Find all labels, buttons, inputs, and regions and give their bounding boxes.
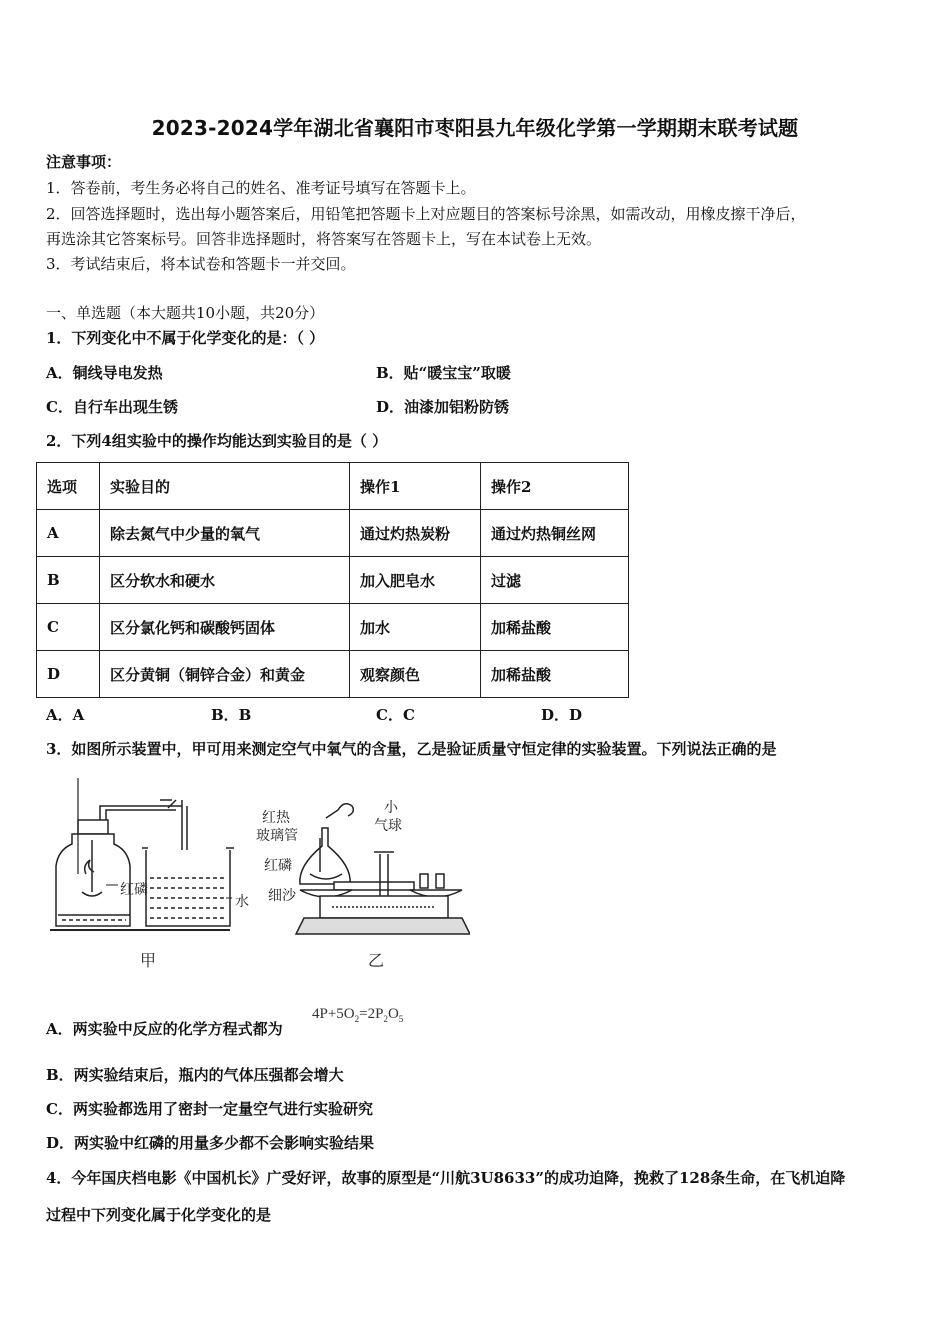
table-cell: 加稀盐酸 [481,604,629,651]
table-header-cell: 操作1 [350,463,481,510]
table-header-cell: 选项 [37,463,100,510]
eqn-subscript: 2 [383,1014,388,1024]
eqn-subscript: 2 [354,1014,360,1024]
page-title: 2023-2024学年湖北省襄阳市枣阳县九年级化学第一学期期末联考试题 [151,116,799,140]
table-cell: 通过灼热炭粉 [350,510,481,557]
question-4-stem-line-2: 过程中下列变化属于化学变化的是 [46,1206,272,1224]
q3-option-c: C．两实验都选用了密封一定量空气进行实验研究 [46,1100,373,1118]
table-cell: 通过灼热铜丝网 [481,510,629,557]
table-row [37,510,629,557]
note-line: 3．考试结束后，将本试卷和答题卡一并交回。 [46,255,356,273]
yi-balloon-label-1: 小 [384,800,398,816]
q1-option-d: D．油漆加铝粉防锈 [376,398,510,416]
table-cell: 加入肥皂水 [350,557,481,604]
table-cell: 加水 [350,604,481,651]
eqn-part: =2P [359,1006,384,1022]
notes-heading: 注意事项： [46,153,122,171]
table-cell: 加稀盐酸 [481,651,629,698]
yi-sand-label: 细沙 [268,888,296,904]
note-line: 2．回答选择题时，选出每小题答案后，用铅笔把答题卡上对应题目的答案标号涂黑，如需改动，用橡皮擦干净后， [46,205,806,223]
q1-option-c: C．自行车出现生锈 [46,398,178,416]
jia-apparatus [50,778,234,930]
table-cell: D [37,651,100,698]
eqn-subscript: 5 [398,1014,404,1024]
q2-table [36,462,629,698]
table-cell: 观察颜色 [350,651,481,698]
q2-option-a: A．A [46,706,85,724]
yi-hot-tube-label-2: 玻璃管 [256,828,298,844]
q3-option-d: D．两实验中红磷的用量多少都不会影响实验结果 [46,1134,375,1152]
table-header-row [37,463,629,510]
table-cell: 区分黄铜（铜锌合金）和黄金 [100,651,350,698]
q2-option-d: D．D [541,706,583,724]
table-row [37,557,629,604]
table-header-cell: 实验目的 [100,463,350,510]
table-cell: C [37,604,100,651]
yi-caption: 乙 [368,951,385,970]
question-1-stem: 1．下列变化中不属于化学变化的是：（ ） [46,329,325,347]
chemical-equation [312,1006,403,1024]
q1-option-a: A．铜线导电发热 [46,364,163,382]
yi-balloon-label-2: 气球 [374,818,402,834]
jia-caption: 甲 [140,951,157,970]
table-row [37,651,629,698]
jia-red-phosphorus-label: 红磷 [120,882,148,898]
note-line: 再选涂其它答案标号。回答非选择题时，将答案写在答题卡上，写在本试卷上无效。 [46,230,602,248]
q3-apparatus-figure [50,770,470,980]
table-cell: 区分软水和硬水 [100,557,350,604]
q3-option-b: B．两实验结束后，瓶内的气体压强都会增大 [46,1066,344,1084]
q2-option-b: B．B [211,706,252,724]
section-heading: 一、单选题（本大题共10小题，共20分） [46,304,325,322]
table-header-cell: 操作2 [481,463,629,510]
table-cell: 除去氮气中少量的氧气 [100,510,350,557]
eqn-part: O [387,1006,399,1022]
table-cell: 区分氯化钙和碳酸钙固体 [100,604,350,651]
table-cell: A [37,510,100,557]
question-2-stem: 2．下列4组实验中的操作均能达到实验目的是（ ） [46,432,388,450]
table-cell: B [37,557,100,604]
q2-option-c: C．C [376,706,415,724]
q1-option-b: B．贴“暖宝宝”取暖 [376,364,511,382]
question-3-stem: 3．如图所示装置中，甲可用来测定空气中氧气的含量，乙是验证质量守恒定律的实验装置。下列说法正确的是 [46,740,777,758]
note-line: 1．答卷前，考生务必将自己的姓名、准考证号填写在答题卡上。 [46,179,476,197]
q3-option-a: A．两实验中反应的化学方程式都为 [46,1020,283,1038]
yi-hot-tube-label-1: 红热 [262,810,290,826]
yi-red-phosphorus-label: 红磷 [264,858,292,874]
question-4-stem-line-1: 4．今年国庆档电影《中国机长》广受好评，故事的原型是“川航3U8633”的成功迫降，挽救了128条生命，在飞机迫降 [46,1169,846,1187]
table-row [37,604,629,651]
table-cell: 过滤 [481,557,629,604]
jia-water-label: 水 [235,894,249,910]
eqn-part: 4P+5O [312,1006,355,1022]
